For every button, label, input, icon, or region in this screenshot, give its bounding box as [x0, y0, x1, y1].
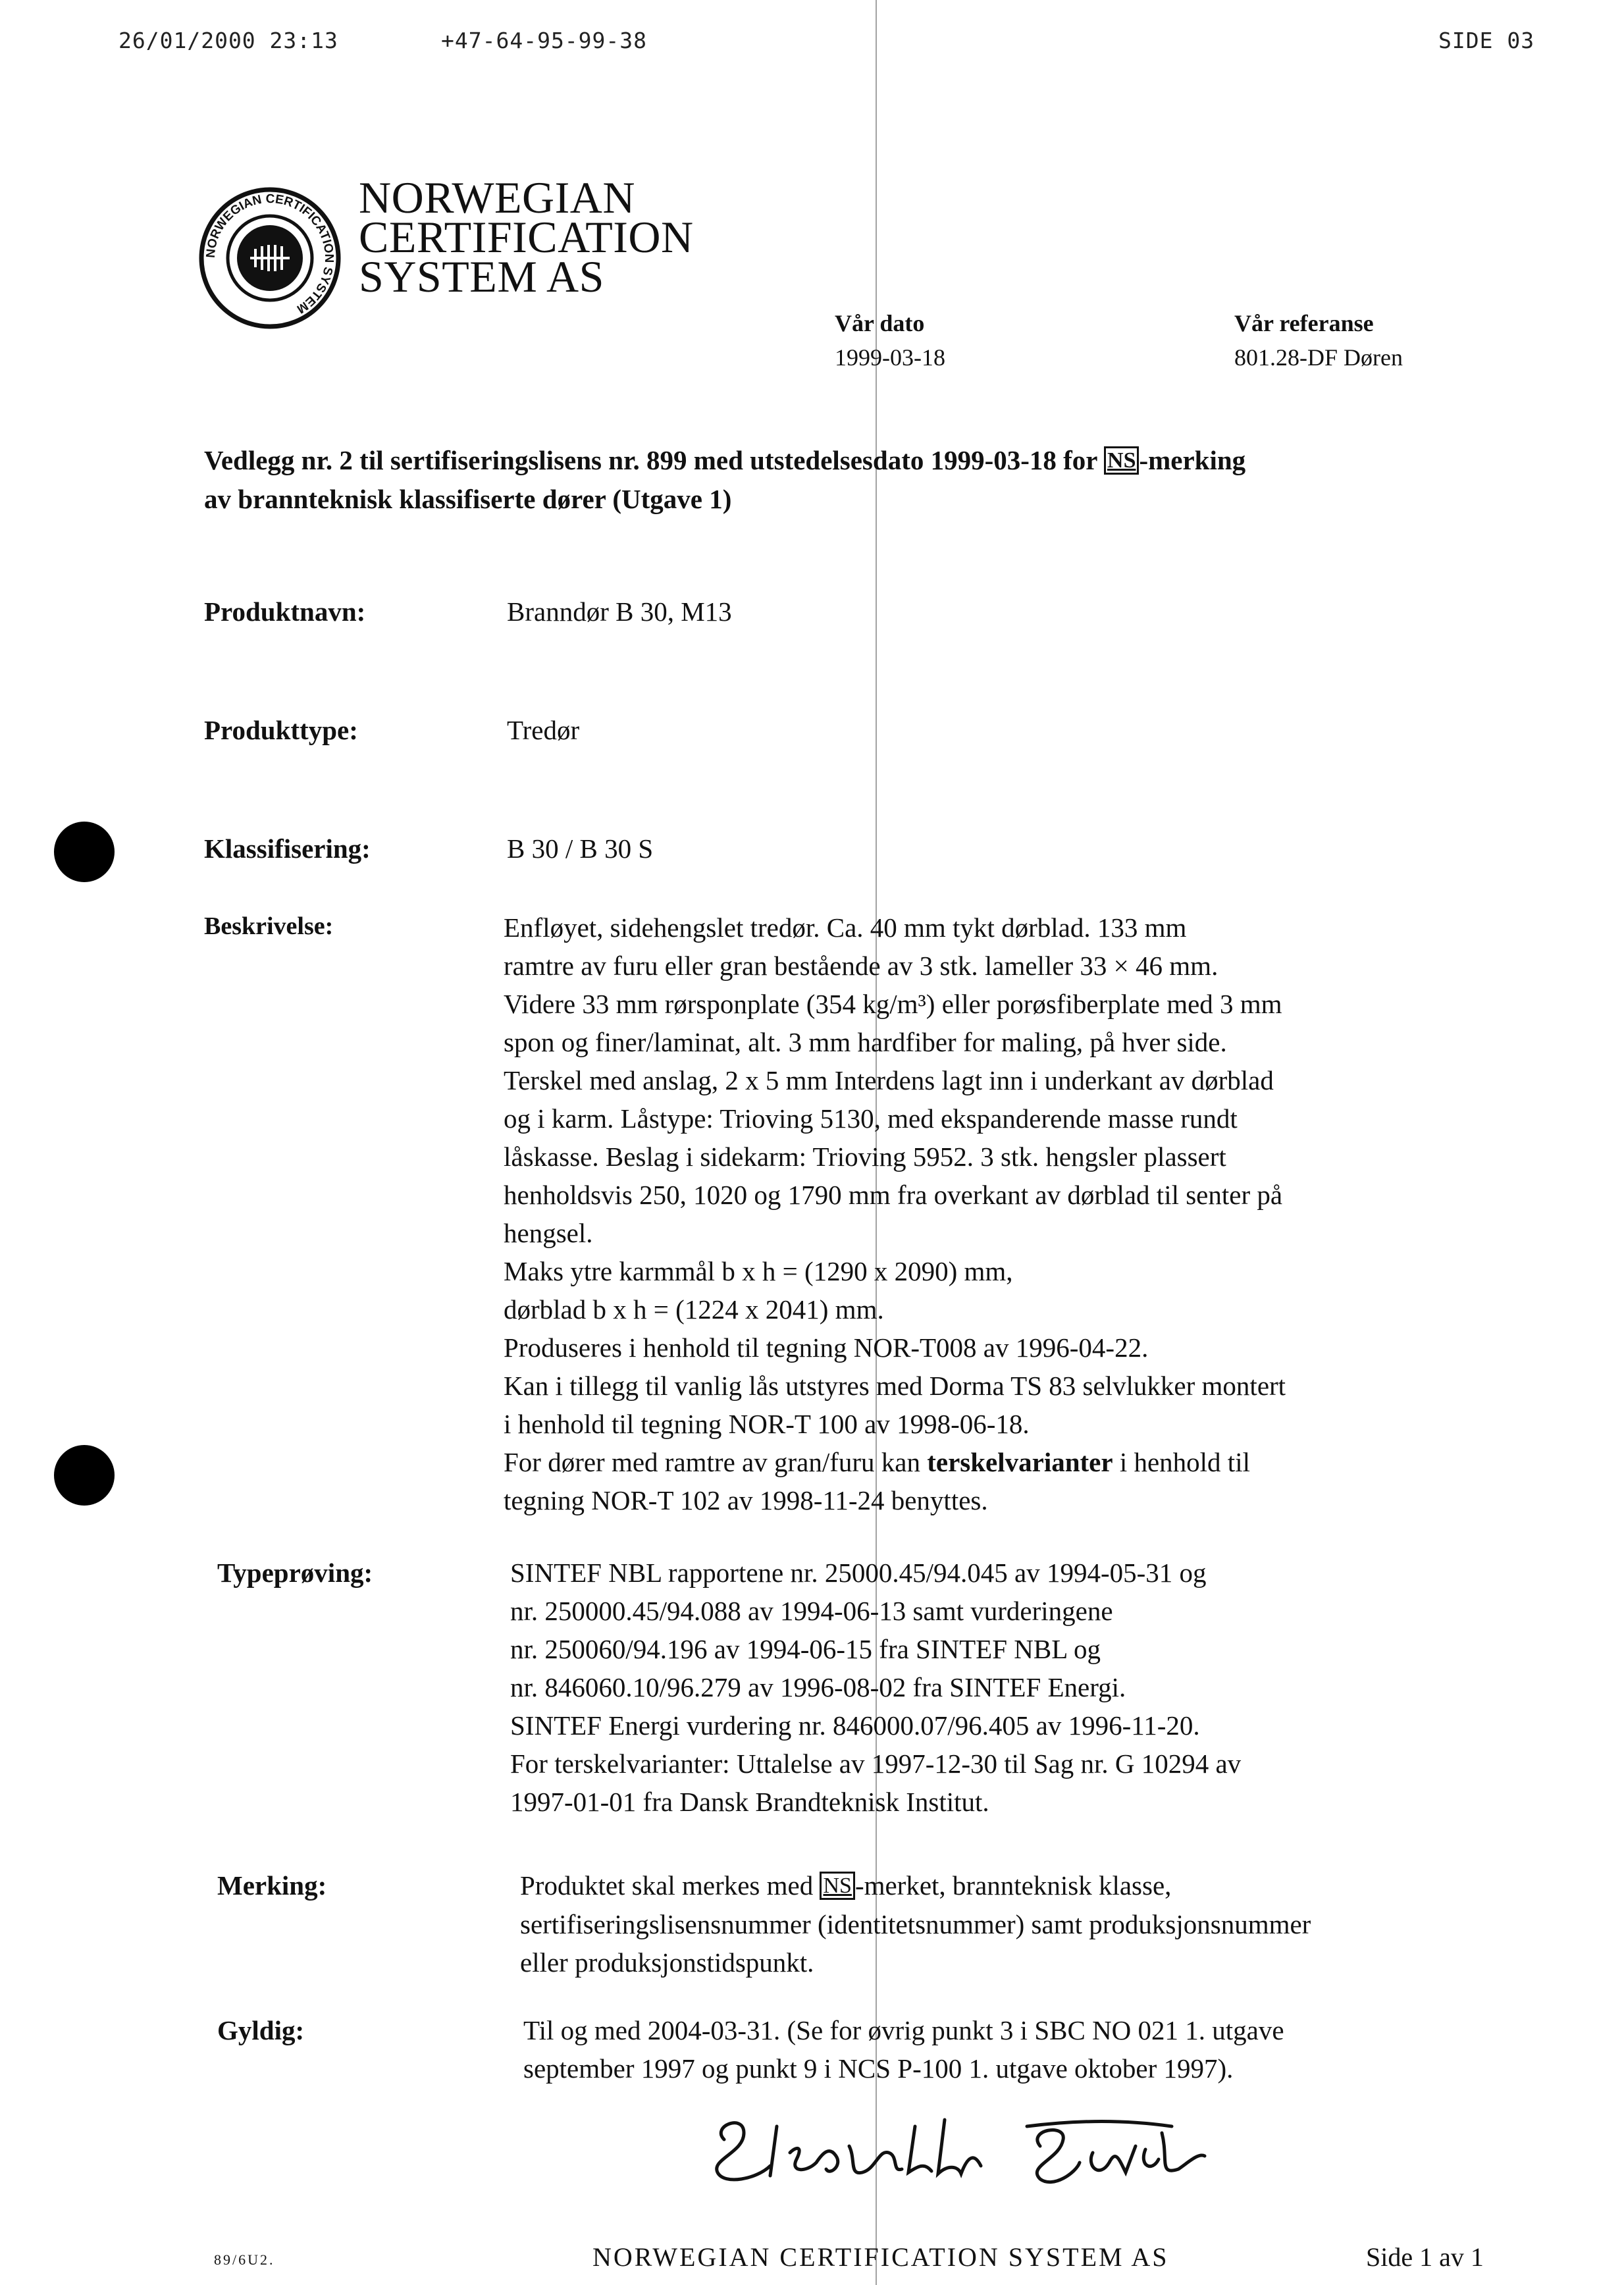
description-line: hengsel. [504, 1218, 593, 1248]
type-testing-text [510, 1554, 1511, 1821]
fax-phone: +47-64-95-99-38 [441, 28, 648, 53]
type-testing-line: SINTEF NBL rapportene nr. 25000.45/94.045 av 1994-05-31 og [510, 1558, 1207, 1588]
description-line: Terskel med anslag, 2 x 5 mm Interdens lagt inn i underkant av dørblad [504, 1065, 1274, 1095]
footer-org: NORWEGIAN CERTIFICATION SYSTEM AS [592, 2242, 1169, 2272]
ncs-logo [197, 186, 342, 334]
footer-code: 89/6U2. [214, 2251, 275, 2268]
our-reference-block [1234, 306, 1403, 375]
threshold-bold: terskelvarianter [927, 1447, 1113, 1477]
type-testing-line: For terskelvarianter: Uttalelse av 1997-12-30 til Sag nr. G 10294 av [510, 1748, 1242, 1779]
description-line: dørblad b x h = (1224 x 2041) mm. [504, 1294, 884, 1325]
description-line: spon og finer/laminat, alt. 3 mm hardfiber for maling, på hver side. [504, 1027, 1227, 1057]
threshold-line2: tegning NOR-T 102 av 1998-11-24 benyttes. [504, 1485, 988, 1515]
validity-line: september 1997 og punkt 9 i NCS P-100 1. utgave oktober 1997). [523, 2053, 1234, 2084]
ns-mark-icon: NS [820, 1872, 854, 1900]
title-part2: -merking [1139, 445, 1246, 475]
type-testing-line: nr. 250060/94.196 av 1994-06-15 fra SINTEF NBL og [510, 1634, 1101, 1664]
description-line: i henhold til tegning NOR-T 100 av 1998-06-18. [504, 1409, 1030, 1439]
type-testing-line: 1997-01-01 fra Dansk Brandteknisk Institut. [510, 1787, 989, 1817]
punch-hole-icon [54, 822, 115, 882]
type-testing-line: SINTEF Energi vurdering nr. 846000.07/96.405 av 1996-11-20. [510, 1710, 1200, 1741]
description-line: Videre 33 mm rørsponplate (354 kg/m³) eller porøsfiberplate med 3 mm [504, 989, 1282, 1019]
description-text [504, 908, 1504, 1519]
type-testing-label: Typeprøving: [217, 1558, 373, 1588]
document-title [204, 441, 1521, 518]
marking-text: Produktet skal merkes med NS -merket, brannteknisk klasse, sertifiseringslisensnummer (identitetsnummer) samt produksjonsnummer eller produksjonstidspunkt. [520, 1866, 1521, 1982]
type-testing-line: nr. 250000.45/94.088 av 1994-06-13 samt vurderingene [510, 1596, 1113, 1626]
validity-text [523, 2011, 1524, 2088]
svg-text:NORWEGIAN CERTIFICATION SYSTEM: NORWEGIAN CERTIFICATION SYSTEM [203, 192, 336, 316]
product-name-value: Branndør B 30, M13 [507, 596, 732, 627]
description-line: Maks ytre karmmål b x h = (1290 x 2090) mm, [504, 1256, 1013, 1286]
our-date-value: 1999-03-18 [835, 344, 945, 371]
our-reference-value: 801.28-DF Døren [1234, 344, 1403, 371]
signature [698, 2100, 1238, 2202]
description-line: ramtre av furu eller gran bestående av 3 stk. lameller 33 × 46 mm. [504, 951, 1218, 981]
signature-icon [698, 2100, 1238, 2199]
our-date-block [835, 306, 945, 375]
org-name-line2: CERTIFICATION [359, 212, 694, 262]
description-line: Kan i tillegg til vanlig lås utstyres med Dorma TS 83 selvlukker montert [504, 1371, 1286, 1401]
description-label: Beskrivelse: [204, 912, 334, 940]
ncs-seal-icon [197, 186, 342, 330]
validity-line: Til og med 2004-03-31. (Se for øvrig punkt 3 i SBC NO 021 1. utgave [523, 2015, 1284, 2045]
classification-label: Klassifisering: [204, 833, 371, 864]
description-line: låskasse. Beslag i sidekarm: Trioving 5952. 3 stk. hengsler plassert [504, 1142, 1226, 1172]
marking-label: Merking: [217, 1870, 327, 1901]
product-type-value: Tredør [507, 715, 580, 745]
our-date-label: Vår dato [835, 310, 925, 336]
footer-page: Side 1 av 1 [1366, 2242, 1484, 2272]
marking-line: eller produksjonstidspunkt. [520, 1947, 814, 1978]
description-line: henholdsvis 250, 1020 og 1790 mm fra overkant av dørblad til senter på [504, 1180, 1283, 1210]
ns-mark-icon: NS [1104, 446, 1139, 475]
description-line: Produseres i henhold til tegning NOR-T008 av 1996-04-22. [504, 1332, 1149, 1363]
validity-label: Gyldig: [217, 2015, 305, 2045]
product-type-label: Produkttype: [204, 715, 358, 745]
our-reference-label: Vår referanse [1234, 310, 1374, 336]
org-name-line1: NORWEGIAN [359, 172, 636, 223]
org-name-line3: SYSTEM AS [359, 251, 604, 302]
fax-datetime: 26/01/2000 23:13 [118, 28, 338, 53]
product-name-label: Produktnavn: [204, 596, 366, 627]
threshold-line: For dører med ramtre av gran/furu kan terskelvarianter i henhold til [504, 1447, 1250, 1477]
description-line: Enfløyet, sidehengslet tredør. Ca. 40 mm tykt dørblad. 133 mm [504, 912, 1187, 943]
description-line: og i karm. Låstype: Trioving 5130, med ekspanderende masse rundt [504, 1103, 1238, 1134]
title-line2: av brannteknisk klassifiserte dører (Utgave 1) [204, 484, 732, 514]
punch-hole-icon [54, 1445, 115, 1506]
type-testing-line: nr. 846060.10/96.279 av 1996-08-02 fra SINTEF Energi. [510, 1672, 1126, 1702]
organization-name [359, 172, 694, 302]
classification-value: B 30 / B 30 S [507, 833, 654, 864]
title-part1: Vedlegg nr. 2 til sertifiseringslisens nr. 899 med utstedelsesdato 1999-03-18 for [204, 445, 1097, 475]
fax-page: SIDE 03 [1438, 28, 1535, 53]
marking-line: sertifiseringslisensnummer (identitetsnummer) samt produksjonsnummer [520, 1909, 1311, 1939]
